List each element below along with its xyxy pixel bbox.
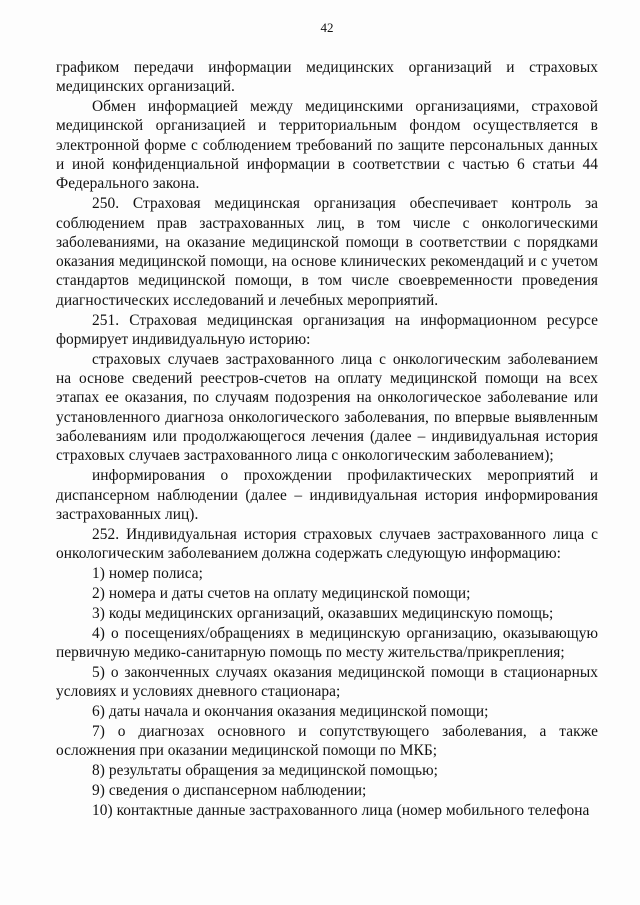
paragraph: 5) о законченных случаях оказания медицинской помощи в стационарных условиях и условиях дневного стационара; xyxy=(56,663,598,701)
paragraph: 2) номера и даты счетов на оплату медицинской помощи; xyxy=(92,584,471,602)
paragraph: 9) сведения о диспансерном наблюдении; xyxy=(92,781,367,799)
paragraph: 1) номер полиса; xyxy=(92,564,203,582)
paragraph: 6) даты начала и окончания оказания медицинской помощи; xyxy=(92,702,489,720)
paragraph: 252. Индивидуальная история страховых случаев застрахованного лица с онкологическим заболеванием должна содержать следующую информацию: xyxy=(56,525,598,562)
paragraph: 8) результаты обращения за медицинской помощью; xyxy=(92,762,438,779)
paragraph: 10) контактные данные застрахованного лица (номер мобильного телефона xyxy=(92,801,590,819)
paragraph: 7) о диагнозах основного и сопутствующего заболевания, а также осложнения при оказании медицинской помощи по МКБ; xyxy=(56,722,598,760)
paragraph: 4) о посещениях/обращениях в медицинскую организацию, оказывающую первичную медико-санитарную помощь по месту жительства/прикрепления; xyxy=(56,624,598,661)
paragraph: страховых случаев застрахованного лица с онкологическим заболеванием на основе сведений реестров-счетов на оплату медицинской помощи на всех этапах ее оказания, по случаям подозрения на онкологическое заболевание или установленного диагноза онкологического заболевания, по впервые выявленным заболеваниям или продолжающегося лечения (далее – индивидуальная история страховых случаев застрахованного лица с онкологическим заболеванием); xyxy=(56,350,598,465)
paragraph: 251. Страховая медицинская организация на информационном ресурсе формирует индивидуальную историю: xyxy=(56,311,598,348)
page-number: 42 xyxy=(320,20,334,35)
paragraph: Обмен информацией между медицинскими организациями, страховой медицинской организацией и территориальным фондом осуществляется в электронной форме с соблюдением требований по защите персональных данных и иной конфиденциальной информации в соответствии с частью 6 статьи 44 Федерального закона. xyxy=(56,98,598,193)
paragraph: графиком передачи информации медицинских организаций и страховых медицинских организаций. xyxy=(56,59,598,96)
paragraph: информирования о прохождении профилактических мероприятий и диспансерном наблюдении (далее – индивидуальная история информирования застрахованных лиц). xyxy=(56,467,598,523)
document-body xyxy=(56,58,598,820)
paragraph: 3) коды медицинских организаций, оказавших медицинскую помощь; xyxy=(92,604,554,622)
paragraph: 250. Страховая медицинская организация обеспечивает контроль за соблюдением прав застрахованных лиц, в том числе с онкологическими заболеваниями, на оказание медицинской помощи в соответствии с порядками оказания медицинской помощи, на основе клинических рекомендаций и с учетом стандартов медицинской помощи, в том числе своевременности проведения диагностических исследований и лечебных мероприятий. xyxy=(56,195,598,309)
